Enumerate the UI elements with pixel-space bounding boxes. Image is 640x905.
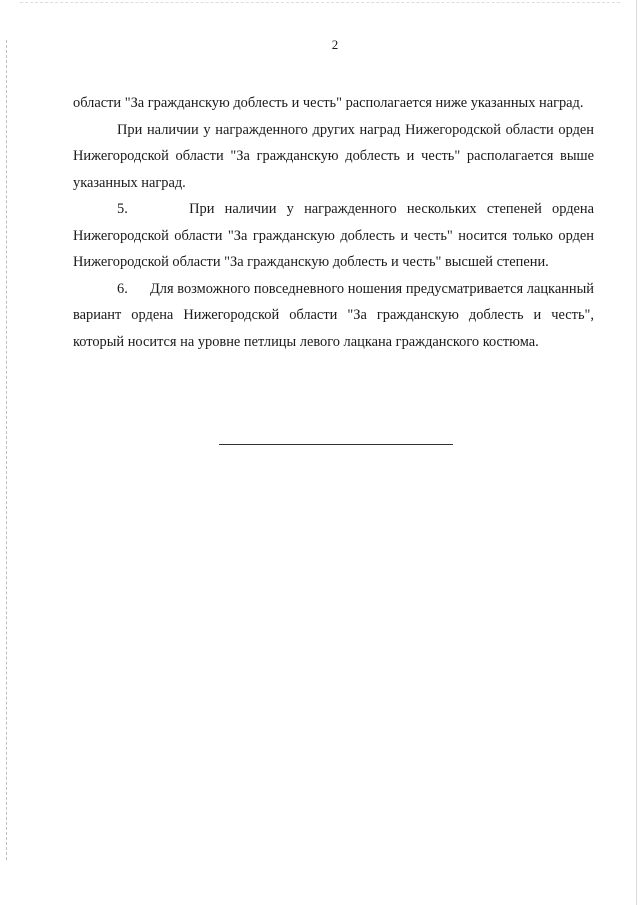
paragraph-other-awards: При наличии у награжденного других наград Нижегородской области орден Нижегородской области "За гражданскую доблесть и честь" располагается выше указанных наград.: [73, 121, 594, 191]
page-number: 2: [331, 37, 339, 52]
document-body: [73, 90, 594, 355]
scan-edge-left: [6, 40, 7, 860]
scan-edge-right: [636, 0, 637, 905]
paragraph-item-6: 6. Для возможного повседневного ношения предусматривается лацканный вариант ордена Нижегородской области "За гражданскую доблесть и честь", который носится на уровне петлицы левого лацкана гражданского костюма.: [73, 280, 594, 350]
paragraph-continuation: области "За гражданскую доблесть и честь" располагается ниже указанных наград.: [73, 95, 584, 111]
end-of-document-rule: [219, 444, 453, 445]
scan-edge-top: [20, 2, 620, 3]
paragraph-item-5: 5. При наличии у награжденного нескольких степеней ордена Нижегородской области "За гражданскую доблесть и честь" носится только орден Нижегородской области "За гражданскую доблесть и честь" высшей степени.: [73, 201, 594, 270]
